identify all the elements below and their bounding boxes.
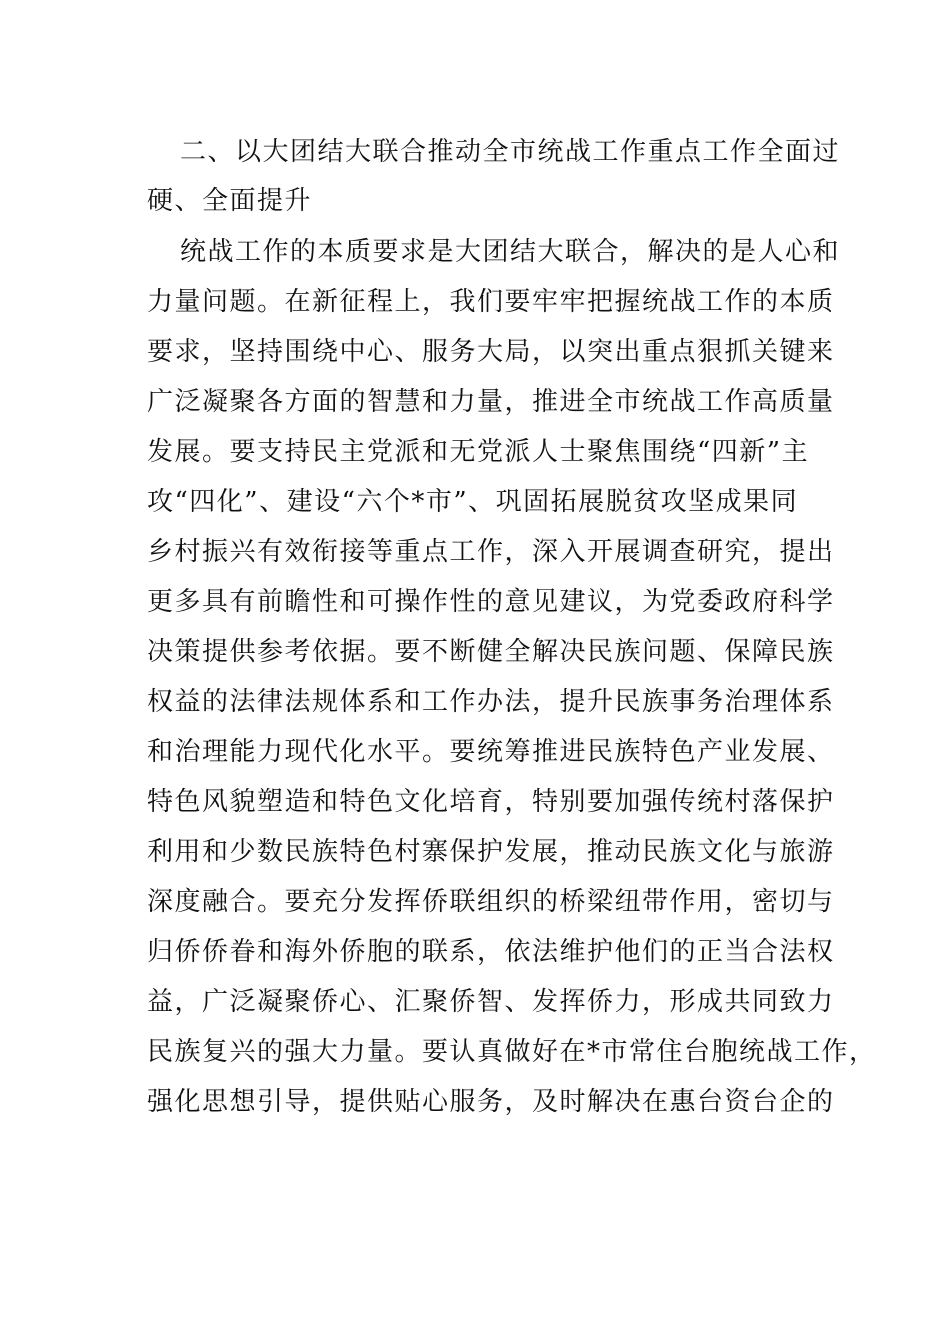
body-line-1: 统战工作的本质要求是大团结大联合，解决的是人心和 [180, 237, 841, 267]
body-line-8: 更多具有前瞻性和可操作性的意见建议，为党委政府科学 [147, 587, 835, 617]
body-line-15: 归侨侨眷和海外侨胞的联系，依法维护他们的正当合法权 [147, 937, 835, 967]
body-line-17: 民族复兴的强大力量。要认真做好在*市常住台胞统战工作， [147, 1037, 877, 1067]
body-line-7: 乡村振兴有效衔接等重点工作，深入开展调查研究，提出 [147, 537, 835, 567]
body-line-11: 和治理能力现代化水平。要统筹推进民族特色产业发展、 [147, 737, 835, 767]
body-line-2: 力量问题。在新征程上，我们要牢牢把握统战工作的本质 [147, 287, 835, 317]
body-line-12: 特色风貌塑造和特色文化培育，特别要加强传统村落保护 [147, 787, 835, 817]
section-heading-line-2: 硬、全面提升 [147, 186, 313, 216]
body-line-9: 决策提供参考依据。要不断健全解决民族问题、保障民族 [147, 637, 835, 667]
body-line-18: 强化思想引导，提供贴心服务，及时解决在惠台资台企的 [147, 1087, 835, 1117]
section-heading-line-1: 二、以大团结大联合推动全市统战工作重点工作全面过 [180, 137, 841, 167]
body-line-3: 要求，坚持围绕中心、服务大局，以突出重点狠抓关键来 [147, 337, 835, 367]
body-line-16: 益，广泛凝聚侨心、汇聚侨智、发挥侨力，形成共同致力 [147, 987, 835, 1017]
body-line-10: 权益的法律法规体系和工作办法，提升民族事务治理体系 [147, 687, 835, 717]
body-line-13: 利用和少数民族特色村寨保护发展，推动民族文化与旅游 [147, 837, 835, 867]
body-line-14: 深度融合。要充分发挥侨联组织的桥梁纽带作用，密切与 [147, 887, 835, 917]
body-line-5: 发展。要支持民主党派和无党派人士聚焦围绕“四新”主 [147, 437, 810, 467]
body-line-4: 广泛凝聚各方面的智慧和力量，推进全市统战工作高质量 [147, 387, 835, 417]
body-line-6: 攻“四化”、建设“六个*市”、巩固拓展脱贫攻坚成果同 [147, 487, 799, 517]
